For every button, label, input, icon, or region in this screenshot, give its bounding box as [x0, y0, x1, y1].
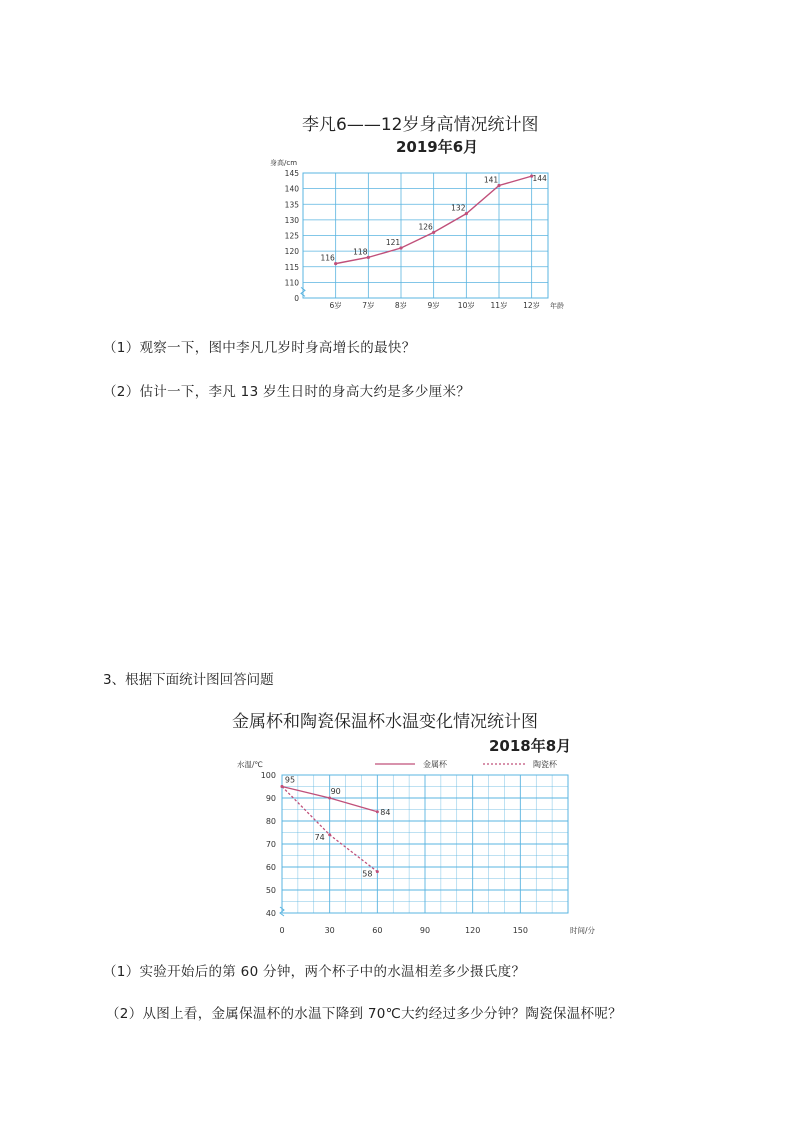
data-label: 84 — [380, 807, 391, 817]
y-tick-label: 115 — [284, 262, 299, 272]
chart2-subtitle: 2018年8月 — [489, 737, 572, 755]
y-tick-label: 0 — [294, 294, 299, 303]
height-line-chart — [258, 155, 564, 320]
data-label: 118 — [353, 247, 368, 257]
x-tick-label: 150 — [512, 926, 528, 935]
water-temperature-line-chart — [225, 755, 595, 945]
y-tick-label: 135 — [284, 200, 299, 210]
data-point — [328, 797, 331, 800]
data-label: 141 — [483, 175, 499, 185]
chart1-title: 李凡6——12岁身高情况统计图 — [302, 115, 539, 135]
question-1-1: （1）观察一下，图中李凡几岁时身高增长的最快？ — [103, 340, 416, 356]
x-tick-label: 90 — [419, 926, 431, 935]
y-tick-label: 140 — [284, 184, 299, 194]
y-tick-label: 100 — [260, 771, 276, 780]
y-axis-label: 身高/cm — [270, 159, 298, 167]
chart2-title: 金属杯和陶瓷保温杯水温变化情况统计图 — [232, 712, 538, 732]
x-tick-label: 30 — [324, 926, 335, 935]
y-tick-label: 70 — [265, 840, 276, 849]
x-axis-label: 时间/分 — [570, 926, 596, 935]
y-axis-label: 水温/℃ — [237, 760, 263, 769]
y-tick-label: 145 — [284, 169, 299, 178]
question-3-1: （1）实验开始后的第 60 分钟，两个杯子中的水温相差多少摄氏度？ — [103, 964, 526, 980]
data-label: 144 — [532, 174, 547, 184]
x-tick-label: 8岁 — [394, 301, 408, 310]
data-label: 116 — [320, 253, 335, 263]
y-tick-label: 130 — [284, 215, 299, 225]
y-tick-label: 125 — [284, 231, 299, 241]
y-tick-label: 120 — [284, 247, 299, 257]
y-tick-label: 40 — [265, 909, 276, 918]
data-label: 90 — [330, 787, 341, 796]
data-label: 126 — [418, 222, 433, 232]
data-point — [281, 785, 284, 788]
data-point — [376, 870, 379, 873]
x-tick-label: 60 — [372, 926, 383, 935]
x-tick-label: 12岁 — [523, 301, 541, 310]
data-label: 121 — [385, 238, 401, 247]
question-1-2: （2）估计一下，李凡 13 岁生日时的身高大约是多少厘米？ — [103, 384, 471, 400]
x-tick-label: 11岁 — [490, 301, 508, 310]
question-3-2: （2）从图上看，金属保温杯的水温下降到 70℃大约经过多少分钟？陶瓷保温杯呢？ — [106, 1006, 622, 1022]
legend-ceramic-label: 陶瓷杯 — [533, 760, 557, 769]
y-tick-label: 90 — [265, 794, 276, 803]
x-axis-label: 年龄 — [550, 302, 564, 310]
section-3-heading: 3、根据下面统计图回答问题 — [103, 672, 274, 688]
data-label: 95 — [284, 775, 296, 785]
chart1-subtitle: 2019年6月 — [396, 138, 479, 156]
data-label: 132 — [451, 203, 466, 213]
data-point — [376, 810, 379, 813]
y-tick-label: 60 — [265, 863, 276, 872]
axis-break — [301, 287, 305, 296]
x-tick-label: 10岁 — [457, 301, 475, 310]
data-label: 74 — [314, 832, 325, 842]
x-tick-label: 120 — [465, 926, 481, 935]
x-tick-label: 0 — [279, 926, 285, 935]
data-label: 58 — [362, 869, 373, 879]
axis-break — [280, 907, 284, 916]
x-tick-label: 6岁 — [329, 301, 342, 310]
x-tick-label: 9岁 — [427, 301, 440, 310]
y-tick-label: 50 — [265, 886, 276, 895]
data-point — [328, 833, 331, 836]
y-tick-label: 80 — [265, 817, 276, 826]
legend-metal-label: 金属杯 — [423, 760, 447, 769]
y-tick-label: 110 — [284, 278, 299, 288]
x-tick-label: 7岁 — [362, 301, 375, 310]
